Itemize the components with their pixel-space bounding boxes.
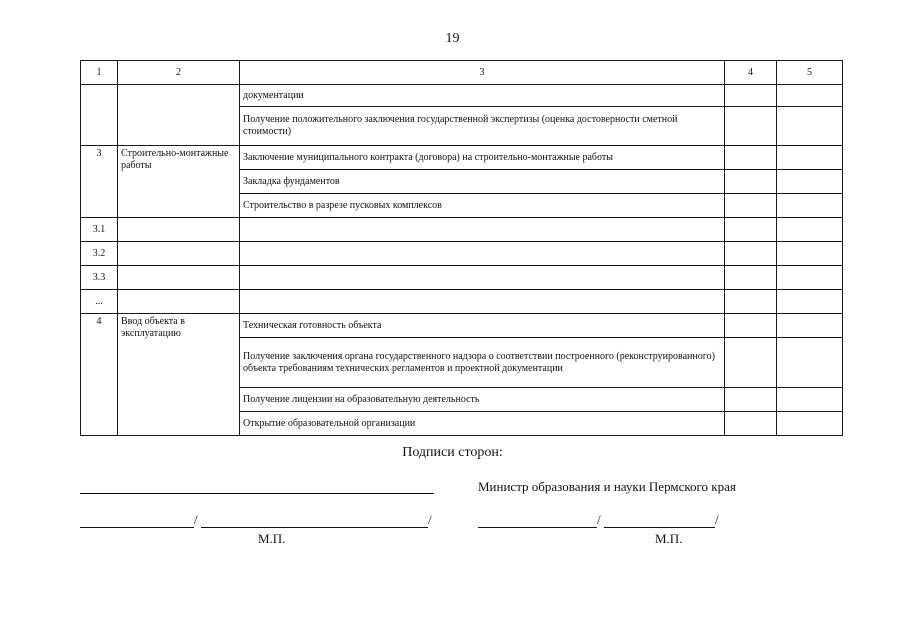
item-cell [240,218,725,242]
table-row [81,218,843,242]
stage-cell [118,290,240,314]
stage-cell [118,85,240,146]
signature-line-left [80,527,194,528]
col5-cell [777,194,843,218]
stage-cell [118,242,240,266]
row-number-cell: 3.2 [81,242,118,266]
table-row [81,242,843,266]
col5-cell [777,85,843,107]
col4-cell [725,314,777,338]
table-row [81,314,843,338]
header-cell-5: 5 [777,61,843,85]
table-row [81,266,843,290]
header-cell-3: 3 [240,61,725,85]
col5-cell [777,170,843,194]
col4-cell [725,266,777,290]
item-cell: Получение положительного заключения государственной экспертизы (оценка достоверности сметной стоимости) [240,107,725,146]
header-cell-2: 2 [118,61,240,85]
table-row [81,85,843,107]
party-name-line-left [80,493,434,494]
col4-cell [725,412,777,436]
item-cell: Получение заключения органа государственного надзора о соответствии построенного (реконструированного) объекта требованиям технических регламентов и проектной документации [240,338,725,388]
table-row [81,146,843,170]
item-cell: Получение лицензии на образовательную деятельность [240,388,725,412]
item-cell [240,290,725,314]
name-line-right [604,527,715,528]
col5-cell [777,146,843,170]
name-line-left [201,527,428,528]
stage-cell [118,218,240,242]
col5-cell [777,242,843,266]
col4-cell [725,170,777,194]
row-number-cell: ... [81,290,118,314]
col4-cell [725,107,777,146]
col5-cell [777,266,843,290]
col4-cell [725,85,777,107]
col4-cell [725,146,777,170]
header-cell-4: 4 [725,61,777,85]
table-header-row [81,61,843,85]
signature-separator-right: / [597,512,601,527]
col5-cell [777,107,843,146]
item-cell: Заключение муниципального контракта (договора) на строительно-монтажные работы [240,146,725,170]
item-cell [240,242,725,266]
row-number-cell: 3.3 [81,266,118,290]
item-cell: Открытие образовательной организации [240,412,725,436]
row-number-cell: 3 [81,146,118,218]
seal-left: М.П. [258,531,286,546]
col5-cell [777,218,843,242]
item-cell: документации [240,85,725,107]
col5-cell [777,388,843,412]
signature-separator-left: / [194,512,198,527]
minister-title: Министр образования и науки Пермского края [478,479,736,494]
stage-cell [118,266,240,290]
col5-cell [777,314,843,338]
item-cell: Строительство в разрезе пусковых комплексов [240,194,725,218]
schedule-table [80,60,843,436]
stage-cell: Строительно-монтажные работы [118,146,240,218]
col4-cell [725,194,777,218]
col4-cell [725,290,777,314]
col4-cell [725,242,777,266]
row-number-cell [81,85,118,146]
row-number-cell: 4 [81,314,118,436]
col5-cell [777,290,843,314]
item-cell: Техническая готовность объекта [240,314,725,338]
signature-line-right [478,527,597,528]
signatures-caption: Подписи сторон: [402,445,503,460]
table-row [81,290,843,314]
col4-cell [725,338,777,388]
col4-cell [725,218,777,242]
page-number: 19 [445,31,460,46]
col4-cell [725,388,777,412]
header-cell-1: 1 [81,61,118,85]
col5-cell [777,412,843,436]
signature-end-left: / [428,512,432,527]
item-cell [240,266,725,290]
seal-right: М.П. [655,531,683,546]
item-cell: Закладка фундаментов [240,170,725,194]
stage-cell: Ввод объекта в эксплуатацию [118,314,240,436]
col5-cell [777,338,843,388]
signature-end-right: / [715,512,719,527]
row-number-cell: 3.1 [81,218,118,242]
